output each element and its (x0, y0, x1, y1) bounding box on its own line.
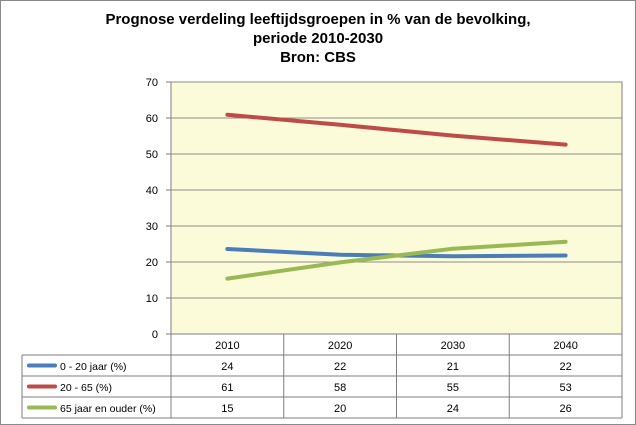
legend-label: 65 jaar en ouder (%) (60, 403, 156, 415)
x-category-label: 2010 (215, 340, 240, 352)
x-category-label: 2020 (327, 340, 353, 352)
y-tick-label: 10 (145, 293, 158, 305)
y-tick-label: 60 (145, 113, 158, 125)
data-table-value: 58 (334, 382, 347, 394)
data-table-value: 26 (559, 403, 572, 415)
y-tick-label: 40 (145, 185, 158, 197)
plot-area (171, 82, 622, 334)
data-table-value: 53 (559, 382, 572, 394)
data-table-value: 20 (334, 403, 347, 415)
chart-title-line-3: Bron: CBS (280, 49, 356, 66)
data-table-value: 55 (446, 382, 459, 394)
legend-label: 0 - 20 jaar (%) (60, 361, 127, 373)
data-table-value: 15 (221, 403, 234, 415)
y-tick-label: 70 (145, 77, 158, 89)
data-table-value: 21 (446, 361, 459, 373)
y-tick-label: 0 (151, 329, 158, 341)
y-tick-label: 30 (145, 221, 158, 233)
data-table-value: 22 (334, 361, 347, 373)
y-tick-label: 50 (145, 149, 158, 161)
x-category-label: 2030 (440, 340, 466, 352)
x-category-label: 2040 (553, 340, 578, 352)
data-table-value: 61 (221, 382, 234, 394)
data-table-value: 22 (559, 361, 572, 373)
chart-title-line-1: Prognose verdeling leeftijdsgroepen in % van de bevolking, (105, 11, 531, 28)
data-table-value: 24 (221, 361, 234, 373)
chart-title-line-2: periode 2010-2030 (252, 30, 384, 47)
y-tick-label: 20 (145, 257, 158, 269)
legend-label: 20 - 65 (%) (60, 382, 112, 394)
data-table-value: 24 (446, 403, 459, 415)
